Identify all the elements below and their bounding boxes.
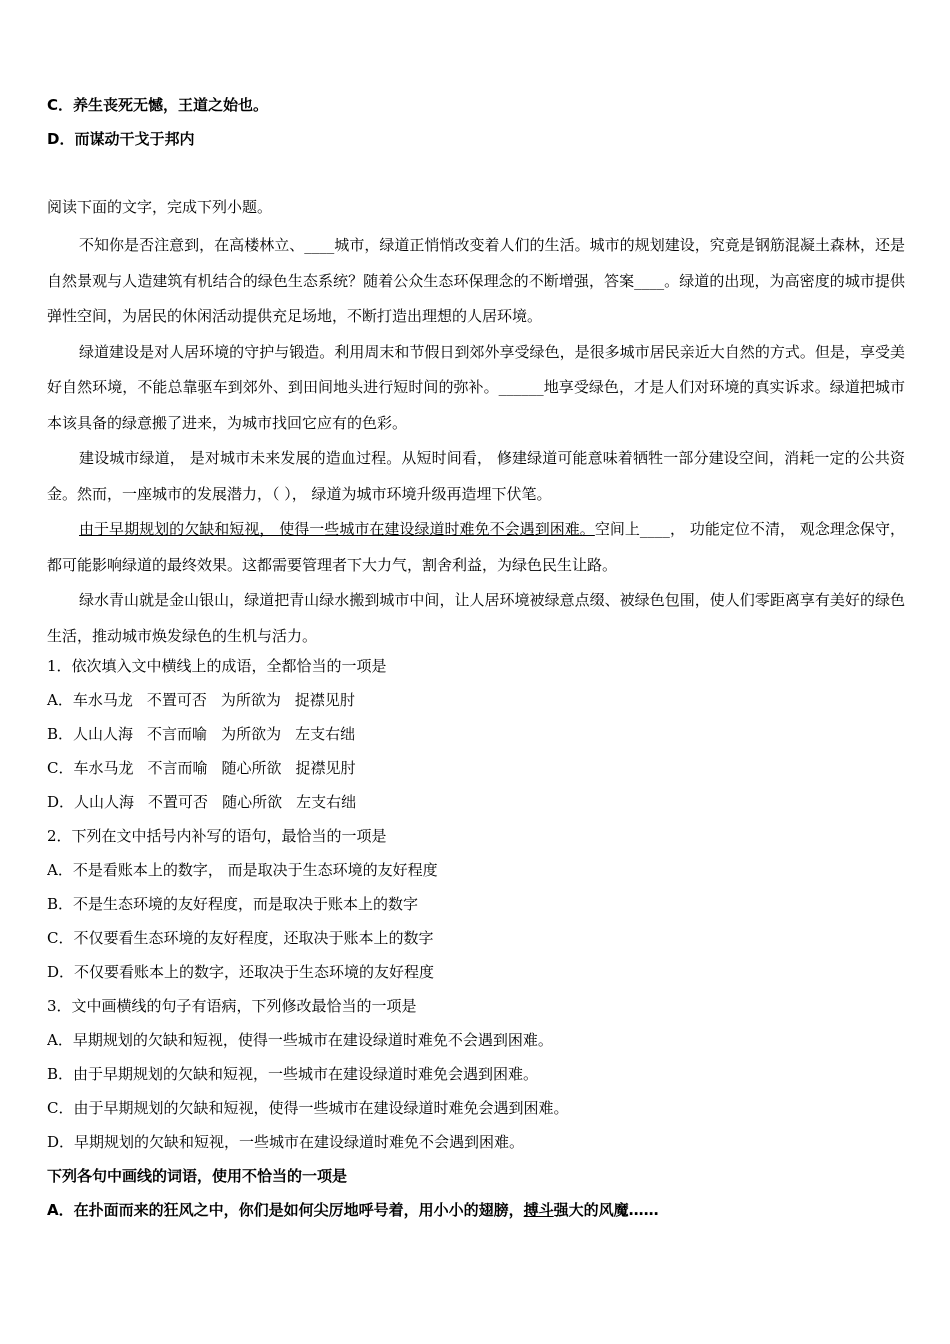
question-1-stem: 1．依次填入文中横线上的成语，全都恰当的一项是: [47, 657, 387, 675]
question-3-option-a: A．早期规划的欠缺和短视，使得一些城市在建设绿道时难免不会遇到困难。: [47, 1031, 553, 1049]
question-1-option-b: B．人山人海 不言而喻 为所欲为 左支右绌: [47, 725, 356, 743]
question-1-option-d: D．人山人海 不置可否 随心所欲 左支右绌: [47, 793, 357, 811]
reading-intro: 阅读下面的文字，完成下列小题。: [47, 198, 273, 216]
passage-paragraph-2: 绿道建设是对人居环境的守护与锻造。利用周末和节假日到郊外享受绿色，是很多城市居民亲近大自然的方式。但是，享受美好自然环境，不能总靠驱车到郊外、到田间地头进行短时间的弥补。______地享受绿色，才是人们对环境的真实诉求。绿道把城市本该具备的绿意搬了进来，为城市找回它应有的色彩。: [47, 342, 905, 432]
prev-option-d: [47, 163, 905, 197]
question-1-option-a: A．车水马龙 不置可否 为所欲为 捉襟见肘: [47, 691, 355, 709]
question-3-option-c: C．由于早期规划的欠缺和短视，使得一些城市在建设绿道时难免会遇到困难。: [47, 1099, 569, 1117]
question-3-stem: 3．文中画横线的句子有语病，下列修改最恰当的一项是: [47, 997, 417, 1015]
question-1-option-c: C．车水马龙 不言而喻 随心所欲 捉襟见肘: [47, 759, 356, 777]
passage-paragraph-1: 不知你是否注意到，在高楼林立、____城市，绿道正悄悄改变着人们的生活。城市的规划建设，究竟是钢筋混凝土森林，还是自然景观与人造建筑有机结合的绿色生态系统？随着公众生态环保理念的不断增强，答案____。绿道的出现，为高密度的城市提供弹性空间，为居民的休闲活动提供充足场地，不断打造出理想的人居环境。: [47, 236, 905, 325]
passage-paragraph-3: 建设城市绿道， 是对城市未来发展的造血过程。从短时间看， 修建绿道可能意味着牺牲一部分建设空间，消耗一定的公共资金。然而，一座城市的发展潜力，（ ）， 绿道为城市环境升级再造埋下伏笔。: [47, 449, 905, 503]
question-2-option-b: B．不是生态环境的友好程度，而是取决于账本上的数字: [47, 895, 419, 913]
next-question-option-a: A．在扑面而来的狂风之中，你们是如何尖厉地呼号着，用小小的翅膀，搏斗强大的风魔……: [47, 1201, 659, 1219]
prev-option-c: D．而谋动干戈于邦内: [47, 130, 195, 148]
next-question-stem: 下列各句中画线的词语，使用不恰当的一项是: [47, 1167, 348, 1185]
passage-paragraph-5: 绿水青山就是金山银山，绿道把青山绿水搬到城市中间，让人居环境被绿意点缀、被绿色包围，使人们零距离享有美好的绿色生活，推动城市焕发绿色的生机与活力。: [47, 591, 905, 645]
question-2-option-d: D．不仅要看账本上的数字，还取决于生态环境的友好程度: [47, 963, 435, 981]
underlined-word: 搏斗: [523, 1201, 554, 1219]
underlined-sentence: 由于早期规划的欠缺和短视， 使得一些城市在建设绿道时难免不会遇到困难。: [79, 520, 595, 538]
paragraph-4-rest: 空间上____， 功能定位不清， 观念理念保守， 都可能影响绿道的最终效果。这都需要管理者下大力气，割舍利益，为绿色民生让路。: [47, 520, 905, 574]
question-3-option-d: D．早期规划的欠缺和短视，一些城市在建设绿道时难免不会遇到困难。: [47, 1133, 525, 1151]
document-page: [47, 95, 905, 1234]
question-2-option-c: C．不仅要看生态环境的友好程度，还取决于账本上的数字: [47, 929, 434, 947]
prev-option-b: C．养生丧死无憾，王道之始也。: [47, 96, 269, 114]
question-2-option-a: A．不是看账本上的数字， 而是取决于生态环境的友好程度: [47, 861, 438, 879]
question-2-stem: 2．下列在文中括号内补写的语句，最恰当的一项是: [47, 827, 387, 845]
passage-paragraph-4: [47, 512, 905, 583]
question-3-option-b: B．由于早期规划的欠缺和短视，一些城市在建设绿道时难免会遇到困难。: [47, 1065, 539, 1083]
